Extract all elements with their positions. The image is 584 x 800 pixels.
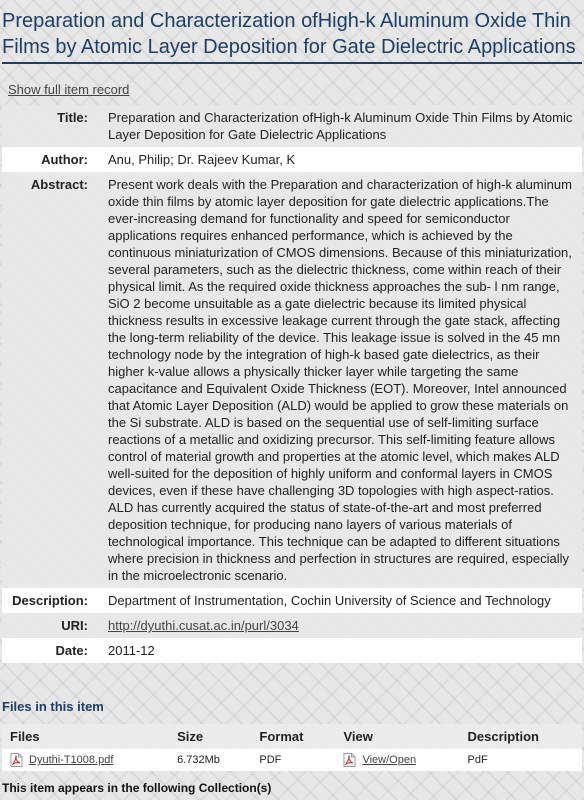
title-value: Preparation and Characterization ofHigh-k Aluminum Oxide Thin Films by Atomic Layer Deposition for Gate Dielectric Applications bbox=[108, 110, 573, 142]
record-row-author bbox=[2, 147, 582, 172]
record-row-uri bbox=[2, 613, 582, 638]
title-label: Title: bbox=[57, 110, 88, 125]
record-row-date bbox=[2, 638, 582, 663]
date-label: Date: bbox=[55, 643, 88, 658]
files-col-format: Format bbox=[251, 724, 335, 749]
file-view-cell bbox=[335, 749, 459, 771]
file-cell bbox=[2, 749, 169, 771]
files-table bbox=[2, 724, 582, 771]
record-row-abstract bbox=[2, 172, 582, 588]
table-row bbox=[2, 749, 582, 771]
description-value: Department of Instrumentation, Cochin University of Science and Technology bbox=[108, 593, 551, 608]
files-heading: Files in this item bbox=[2, 699, 104, 714]
file-download-link[interactable]: Dyuthi-T1008.pdf bbox=[29, 753, 114, 766]
item-record-table bbox=[2, 105, 582, 663]
uri-cell bbox=[88, 615, 582, 636]
files-col-files: Files bbox=[2, 724, 169, 749]
date-value: 2011-12 bbox=[108, 643, 155, 658]
record-row-description bbox=[2, 588, 582, 613]
uri-label: URI: bbox=[61, 618, 88, 633]
uri-link[interactable]: http://dyuthi.cusat.ac.in/purl/3034 bbox=[108, 618, 299, 633]
view-open-link[interactable]: View/Open bbox=[362, 753, 417, 766]
author-value: Anu, Philip; Dr. Rajeev Kumar, K bbox=[108, 152, 296, 167]
file-description: PdF bbox=[459, 749, 582, 771]
files-col-size: Size bbox=[169, 724, 251, 749]
file-format: PDF bbox=[251, 749, 335, 771]
pdf-icon bbox=[343, 753, 356, 767]
abstract-value: Present work deals with the Preparation and characterization of high-k aluminum oxide thin films by atomic layer deposition for gate dielectric applications.The ever-increasing demand for functionality and speed for semiconductor applications requires enhanced performance, which is achieved by the continuous miniaturization of CMOS dimensions. Because of this miniaturization, several parameters, such as the dielectric thickness, come within reach of their physical limit. As the required oxide thickness approaches the sub- l nm range, SiO 2 become unsuitable as a gate dielectric because its limited physical thickness results in excessive leakage current through the gate stack, affecting the long-term reliability of the device. This leakage issue is solved in the 45 mn technology node by the integration of high-k based gate dielectrics, as their higher k-value allows a physically thicker layer while targeting the same capacitance and Equivalent Oxide Thickness (EOT). Moreover, Intel announced that Atomic Layer Deposition (ALD) would be applied to grow these materials on the Si substrate. ALD is based on the sequential use of self-limiting surface reactions of a metallic and oxidizing precursor. This self-limiting feature allows control of material growth and properties at the atomic level, which makes ALD well-suited for the deposition of highly uniform and conformal layers in CMOS devices, even if these have challenging 3D topologies with high aspect-ratios. ALD has currently acquired the status of state-of-the-art and most preferred deposition technique, for producing nano layers of various materials of technological importance. This technique can be adapted to different situations where precision in thickness and perfection in structures are required, especially in the microelectronic scenario. bbox=[108, 177, 572, 583]
pdf-icon bbox=[10, 753, 23, 767]
page-title: Preparation and Characterization ofHigh-k Aluminum Oxide Thin Films by Atomic Layer Deposition for Gate Dielectric Applications bbox=[2, 10, 576, 58]
record-row-title bbox=[2, 105, 582, 147]
description-label: Description: bbox=[12, 593, 88, 608]
author-label: Author: bbox=[41, 152, 88, 167]
title-divider bbox=[2, 62, 582, 64]
abstract-label: Abstract: bbox=[30, 177, 88, 192]
files-header-row bbox=[2, 724, 582, 749]
files-col-view: View bbox=[335, 724, 459, 749]
files-col-description: Description bbox=[459, 724, 582, 749]
show-full-record-link[interactable]: Show full item record bbox=[8, 82, 130, 97]
collections-heading: This item appears in the following Collection(s) bbox=[2, 781, 272, 795]
file-size: 6.732Mb bbox=[169, 749, 251, 771]
